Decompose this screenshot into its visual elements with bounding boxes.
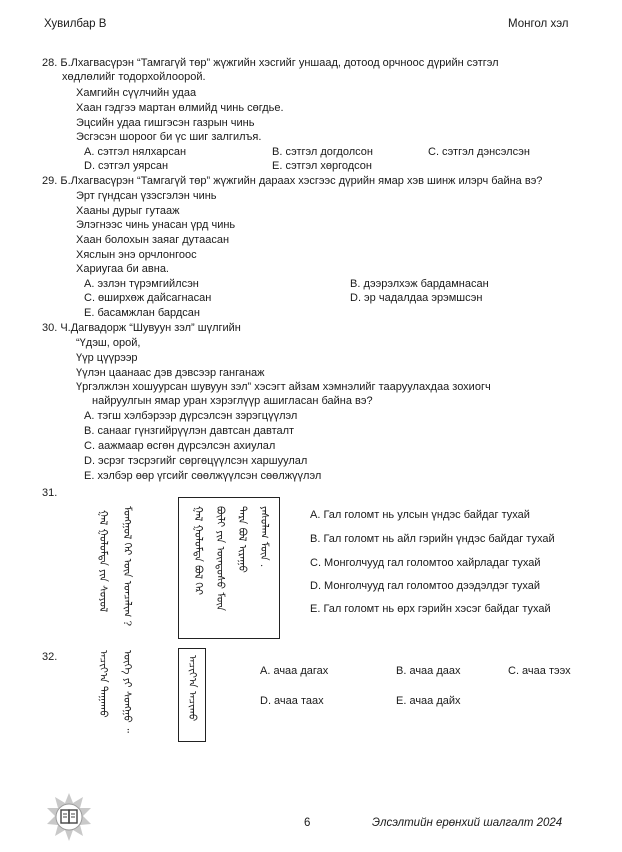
q29-line: Эрт гүндсан үзэсгэлэн чинь xyxy=(76,190,217,202)
q31-mongol-box xyxy=(178,497,280,639)
q31-mongol-box-line: ᠶᠠᠰᠤᠯᠠᠭ ᠮᠥᠨ . xyxy=(258,506,270,568)
q28-option-a[interactable]: A. сэтгэл нялхарсан xyxy=(84,146,187,158)
q31-option-c[interactable]: C. Монголчууд гал голомтоо хайрладаг тухай xyxy=(310,557,541,569)
q29-option-e[interactable]: E. басамжлан бардсан xyxy=(84,307,200,319)
page-number: 6 xyxy=(304,817,311,829)
q30-stem: 30. Ч.Дагвадорж “Шувуун зэл” шүлгийн xyxy=(42,322,241,334)
exam-title: Элсэлтийн ерөнхий шалгалт 2024 xyxy=(372,817,563,829)
q28-option-d[interactable]: D. сэтгэл уярсан xyxy=(84,160,169,172)
q31-mongol-column-2: ᠮᠣᠩᠭᠣᠯ ᠭᠡᠷ ᠦᠨ ᠣᠨᠴᠠᠯᠢᠭ ? xyxy=(121,506,133,627)
q28-option-b[interactable]: B. сэтгэл догдолсон xyxy=(272,146,373,158)
q28-stem-cont: хөдлөлийг тодорхойлоорой. xyxy=(62,71,206,83)
q31-option-a[interactable]: A. Гал голомт нь улсын үндэс байдаг тухай xyxy=(310,509,530,521)
q30-option-d[interactable]: D. эсрэг тэсрэгийг сөргөцүүлсэн харшуулал xyxy=(84,455,308,467)
q32-option-c[interactable]: C. ачаа тээх xyxy=(508,665,571,677)
q28-line: Эцсийн удаа гишгэсэн газрын чинь xyxy=(76,117,255,129)
q28-line: Хаан гэдгээ мартан өлмийд чинь сөгдье. xyxy=(76,102,284,114)
q29-line: Хариугаа би авна. xyxy=(76,263,169,275)
q29-option-d[interactable]: D. эр чадалдаа эрэмшсэн xyxy=(350,292,483,304)
q32-mongol-box xyxy=(178,648,206,742)
q32-mongol-column-1: ᠠᠴᠢᠶ᠎ᠠ ᠳᠠᠭᠠᠬᠤ xyxy=(97,650,109,718)
q29-line: Хааны дурыг гутааж xyxy=(76,205,180,217)
q30-option-b[interactable]: B. санааг гүнзгийрүүлэн давтсан давталт xyxy=(84,425,295,437)
q32-option-b[interactable]: B. ачаа даах xyxy=(396,665,461,677)
q28-option-e[interactable]: E. сэтгэл хөргодсон xyxy=(272,160,372,172)
q30-option-c[interactable]: C. аажмаар өсгөн дүрсэлсэн ахиулал xyxy=(84,440,276,452)
q32-option-d[interactable]: D. ачаа таах xyxy=(260,695,324,707)
q28-option-c[interactable]: C. сэтгэл дэнсэлсэн xyxy=(428,146,530,158)
q31-option-d[interactable]: D. Монголчууд гал голомтоо дээдэлдэг тухай xyxy=(310,580,541,592)
q29-stem: 29. Б.Лхагвасүрэн “Тамгагүй төр” жүжгийн дараах хэсгээс дүрийн ямар хэв шинж илэрч байна вэ? xyxy=(42,175,543,187)
q31-mongol-column-1: ᠭᠠᠯ ᠭᠣᠯᠣᠮᠲᠠ ᠶᠢᠨ ᠰᠣᠶᠣᠯ xyxy=(97,510,109,613)
q31-mongol-box-line: ᠲᠡᠷᠡ ᠪᠣᠯ ᠢᠷᠠᠭᠤ xyxy=(236,506,248,573)
q30-question-cont: найруулгын ямар уран хэрэглүүр ашигласан байна вэ? xyxy=(92,395,373,407)
q29-option-a[interactable]: A. эзлэн түрэмгийлсэн xyxy=(84,278,199,290)
q32-option-e[interactable]: E. ачаа дайх xyxy=(396,695,461,707)
q32-mongol-box-line: ᠠᠴᠢᠶ᠎ᠠ ᠠᠴᠢᠬᠤ xyxy=(186,655,198,722)
q29-line: Хяслын энэ орчлонгоос xyxy=(76,249,197,261)
q29-option-c[interactable]: C. өширхөж дайсагнасан xyxy=(84,292,212,304)
q28-line: Эсгэсэн шороог би үс шиг залгилъя. xyxy=(76,131,262,143)
subject-label: Монгол хэл xyxy=(508,18,569,30)
q31-option-e[interactable]: E. Гал голомт нь өрх гэрийн хэсэг байдаг тухай xyxy=(310,603,551,615)
variant-label: Хувилбар B xyxy=(44,18,107,30)
q32-option-a[interactable]: A. ачаа дагах xyxy=(260,665,329,677)
exam-center-logo-icon xyxy=(44,792,94,842)
q31-mongol-box-line: ᠪᠦᠯᠢ ᠶᠢᠨ ᠦᠨᠳᠦᠰᠦ ᠮᠥᠨ xyxy=(214,506,226,612)
q30-question: Үргэлжлэн хошуурсан шувуун зэл” хэсэгт айзам хэмнэлийг тааруулахдаа зохиогч xyxy=(76,381,491,393)
q30-option-e[interactable]: E. хэлбэр өөр үгсийг сөөлжүүлсэн сөөлжүүлэл xyxy=(84,470,322,482)
q29-line: Хаан болохын заяаг дутаасан xyxy=(76,234,230,246)
q31-option-b[interactable]: B. Гал голомт нь айл гэрийн үндэс байдаг тухай xyxy=(310,533,555,545)
q32-mongol-column-2: ᠦᠭᠡ ᠶᠢ ᠰᠣᠩᠭᠣ ᠃ xyxy=(121,650,133,733)
q28-line: Хамгийн сүүлчийн удаа xyxy=(76,87,197,99)
q30-line: Үүр цүүрээр xyxy=(76,352,138,364)
q31-mongol-box-line: ᠭᠠᠯ ᠭᠣᠯᠣᠮᠲᠠ ᠪᠣᠯ ᠭᠡᠷ xyxy=(192,506,204,596)
q31-number: 31. xyxy=(42,487,58,499)
q30-line: Үүлэн цаанаас дэв дэвсээр ганганаж xyxy=(76,367,265,379)
q29-line: Элэгнээс чинь унасан үрд чинь xyxy=(76,219,236,231)
q29-option-b[interactable]: B. дээрэлхэж бардамнасан xyxy=(350,278,489,290)
q30-line: “Үдэш, орой, xyxy=(76,337,141,349)
q28-stem: 28. Б.Лхагвасүрэн “Тамгагүй төр” жүжгийн хэсгийг уншаад, дотоод орчноос дүрийн сэтгэл xyxy=(42,57,499,69)
q30-option-a[interactable]: A. тэгш хэлбэрээр дүрсэлсэн зэрэгцүүлэл xyxy=(84,410,298,422)
q32-number: 32. xyxy=(42,651,58,663)
